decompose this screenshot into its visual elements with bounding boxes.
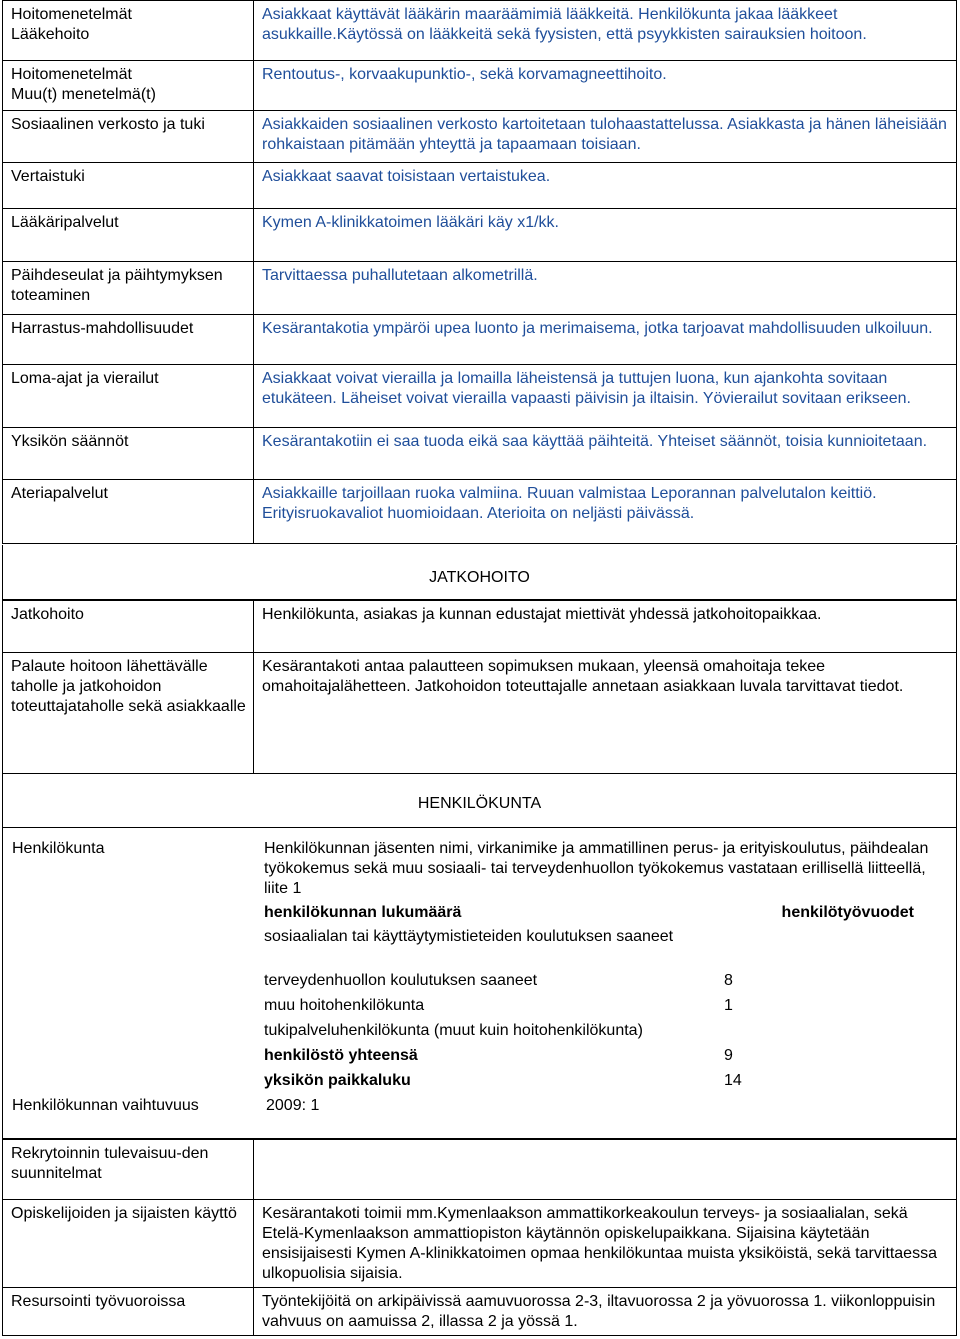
aftercare-table	[2, 600, 957, 774]
label-muut-menetelmat: Hoitomenetelmät Muu(t) menetelmä(t)	[3, 61, 254, 111]
capacity-value: 14	[724, 1072, 742, 1089]
text-loma-ajat: Asiakkaat voivat vierailla ja lomailla läheistensä ja tuttujen luona, kun ajankohta sovitaan etukäteen. Läheiset voivat vierailla vapaasti päivisin ja iltaisin. Yövierailut sovitaan erikseen.	[254, 365, 957, 428]
label-laakehoito: Hoitomenetelmät Lääkehoito	[3, 1, 254, 61]
label-loma-ajat: Loma-ajat ja vierailut	[3, 365, 254, 428]
text-palaute: Kesärantakoti antaa palautteen sopimuksen mukaan, yleensä omahoitaja tekee omahoitajalähetteen. Jatkohoidon toteuttajalle annetaan asiakkaan luvala tarvittavat tiedot.	[254, 653, 957, 774]
text-rekrytointi	[254, 1140, 957, 1200]
text-ateriapalvelut: Asiakkaille tarjoillaan ruoka valmiina. Ruuan valmistaa Leporannan palvelutalon keittiö. Erityisruokavaliot huomioidaan. Aterioita on neljästi päivässä.	[254, 480, 957, 544]
col-header-count: henkilökunnan lukumäärä	[264, 904, 462, 921]
label-vertaistuki: Vertaistuki	[3, 163, 254, 209]
staff-section	[2, 828, 957, 1139]
staff-item-value	[724, 1021, 764, 1046]
label-paihdeseulat: Päihdeseulat ja päihtymyksen toteaminen	[3, 262, 254, 315]
text-muut-menetelmat: Rentoutus-, korvaakupunktio-, sekä korvamagneettihoito.	[254, 61, 957, 111]
heading-jatkohoito: JATKOHOITO	[2, 545, 957, 600]
text-paihdeseulat: Tarvittaessa puhallutetaan alkometrillä.	[254, 262, 957, 315]
recruitment-table	[2, 1139, 957, 1336]
text-sosiaalinen-verkosto: Asiakkaiden sosiaalinen verkosto kartoitetaan tulohaastattelussa. Asiakkasta ja hänen läheisiään rohkaistaan pitämään yhteyttä ja tapaamaan toisiaan.	[254, 111, 957, 163]
label-resursointi: Resursointi työvuoroissa	[3, 1288, 254, 1336]
text-resursointi: Työntekijöitä on arkipäivissä aamuvuorossa 2-3, iltavuorossa 2 ja yövuorossa 1. viikonloppuisin vahvuus on aamuissa 2, illassa 2 ja yössä 1.	[254, 1288, 957, 1336]
turnover-value: 2009: 1	[266, 1097, 320, 1114]
text-vertaistuki: Asiakkaat saavat toisistaan vertaistukea.	[254, 163, 957, 209]
label-saannot: Yksikön säännöt	[3, 428, 254, 480]
staff-item-label: sosiaalialan tai käyttäytymistieteiden koulutuksen saaneet	[264, 928, 674, 945]
label-sosiaalinen-verkosto: Sosiaalinen verkosto ja tuki	[3, 111, 254, 163]
label-rekrytointi: Rekrytoinnin tulevaisuu-den suunnitelmat	[3, 1140, 254, 1200]
staff-total-value: 9	[724, 1047, 733, 1064]
text-harrastus: Kesärantakotia ympäröi upea luonto ja merimaisema, jotka tarjoavat mahdollisuuden ulkoiluun.	[254, 315, 957, 365]
label-laakaripalvelut: Lääkäripalvelut	[3, 209, 254, 262]
turnover-label: Henkilökunnan vaihtuvuus	[12, 1097, 199, 1114]
label-opiskelijat: Opiskelijoiden ja sijaisten käyttö	[3, 1200, 254, 1288]
staff-item-label: muu hoitohenkilökunta	[264, 997, 425, 1014]
text-opiskelijat: Kesärantakoti toimii mm.Kymenlaakson ammattikorkeakoulun terveys- ja sosiaalialan, sekä Etelä-Kymenlaakson ammattiopiston käytännön opiskelupaikkana. Sijaisina käytetään ensisijaisesti Kymen A-klinikkatoimen opmaa henkilökuntaa muista yksiköistä, sekä tarvittaessa ulkopuolisia sijaisia.	[254, 1200, 957, 1288]
care-methods-table	[2, 0, 957, 544]
col-header-years: henkilötyövuodet	[781, 904, 914, 921]
staff-total-label: henkilöstö yhteensä	[264, 1047, 418, 1064]
text-jatkohoito: Henkilökunta, asiakas ja kunnan edustajat miettivät yhdessä jatkohoitopaikkaa.	[254, 601, 957, 653]
staff-intro: Henkilökunnan jäsenten nimi, virkanimike ja ammatillinen perus- ja erityiskoulutus, päihdealan työkokemus sekä muu sosiaali- tai terveydenhuollon työkokemus vastataan erillisellä liitteellä, liite 1	[264, 840, 929, 897]
staff-item-label: terveydenhuollon koulutuksen saaneet	[264, 972, 538, 989]
staff-item-value: 8	[724, 972, 733, 989]
staff-item-value: 1	[724, 997, 733, 1014]
staff-grid	[264, 903, 914, 1096]
staff-item-value	[724, 927, 764, 971]
text-saannot: Kesärantakotiin ei saa tuoda eikä saa käyttää päihteitä. Yhteiset säännöt, toisia kunnioitetaan.	[254, 428, 957, 480]
label-jatkohoito: Jatkohoito	[3, 601, 254, 653]
label-ateriapalvelut: Ateriapalvelut	[3, 480, 254, 544]
staff-item-label: tukipalveluhenkilökunta (muut kuin hoitohenkilökunta)	[264, 1022, 643, 1039]
heading-henkilokunta: HENKILÖKUNTA	[2, 773, 957, 828]
label-harrastus: Harrastus-mahdollisuudet	[3, 315, 254, 365]
capacity-label: yksikön paikkaluku	[264, 1072, 411, 1089]
label-palaute: Palaute hoitoon lähettävälle taholle ja jatkohoidon toteuttajataholle sekä asiakkaalle	[3, 653, 254, 774]
label-henkilokunta: Henkilökunta	[12, 840, 105, 857]
text-laakaripalvelut: Kymen A-klinikkatoimen lääkäri käy x1/kk.	[254, 209, 957, 262]
text-laakehoito: Asiakkaat käyttävät lääkärin maaräämimiä lääkkeitä. Henkilökunta jakaa lääkkeet asukkaille.Käytössä on lääkkeitä sekä fyysisten, että psyykkisten sairauksien hoitoon.	[254, 1, 957, 61]
